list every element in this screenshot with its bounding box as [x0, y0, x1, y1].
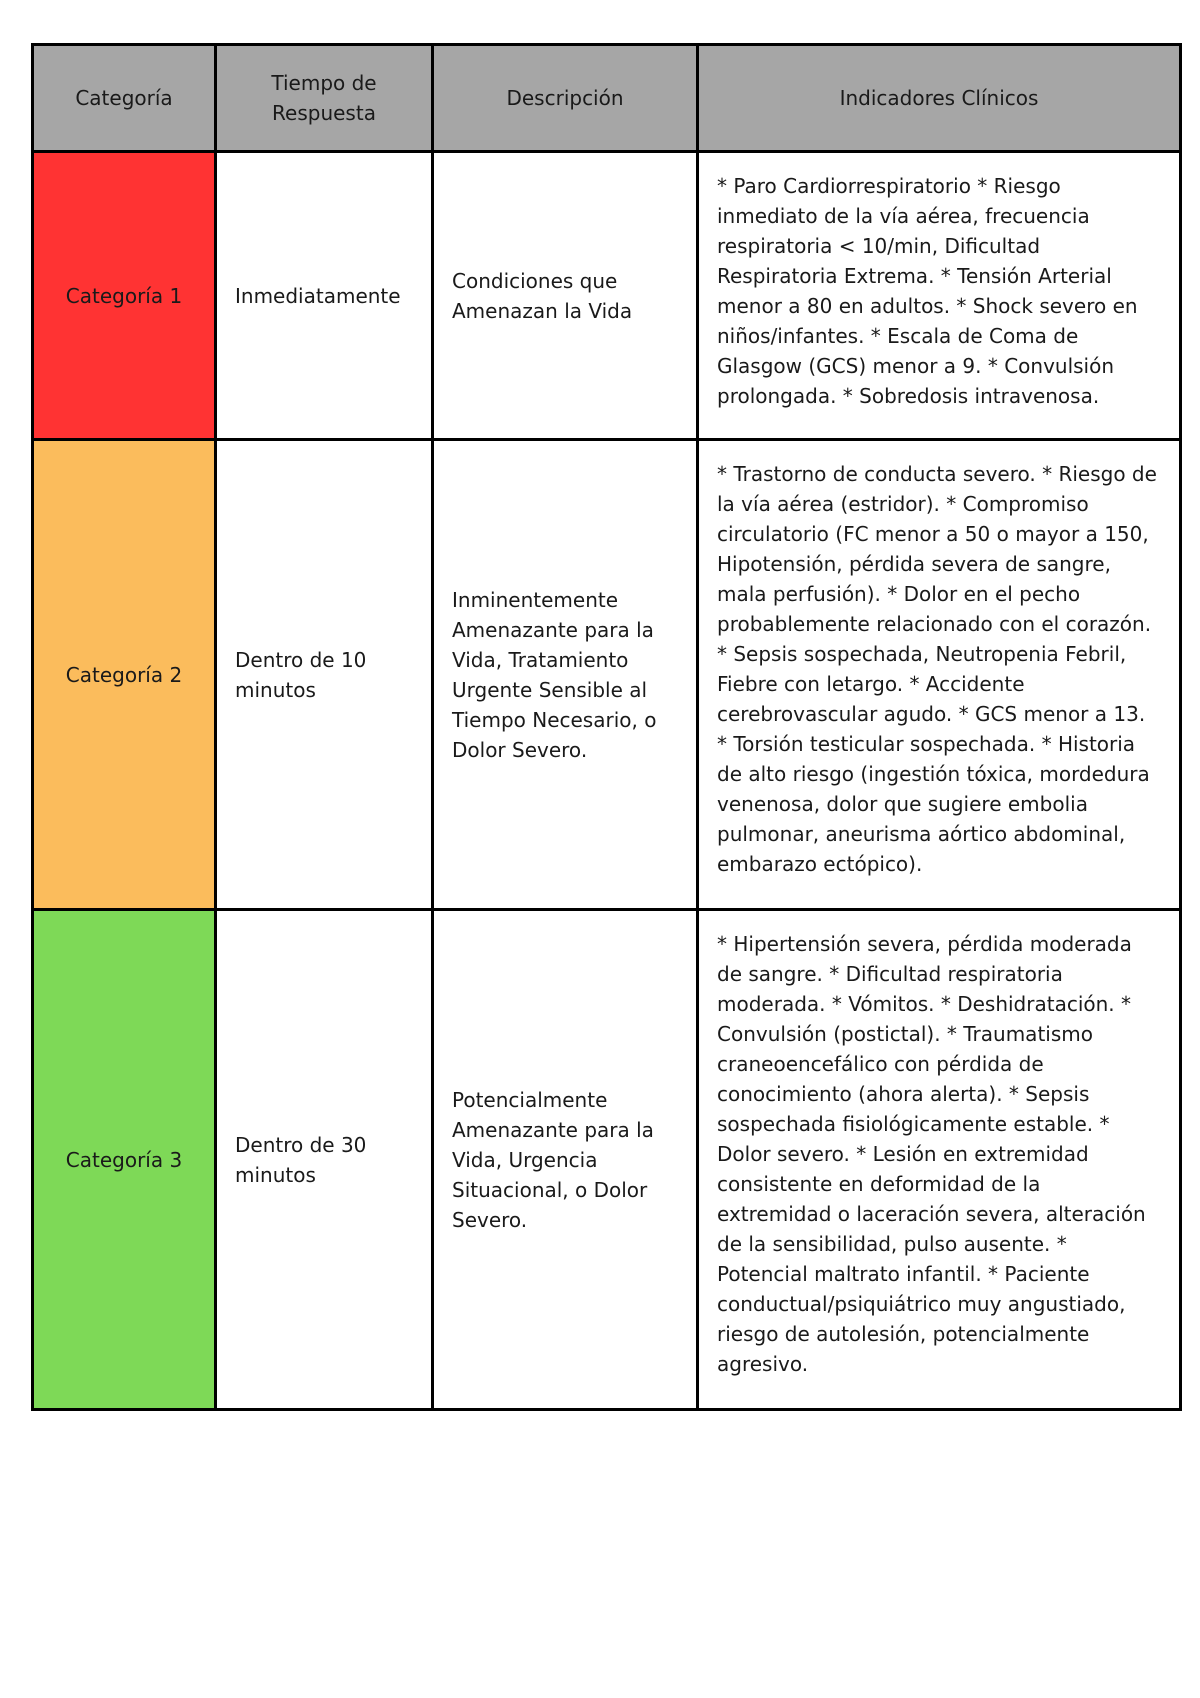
response-time-cell: Dentro de 10 minutos	[216, 440, 433, 910]
header-description: Descripción	[433, 45, 698, 152]
table-row	[33, 910, 1181, 1410]
category-cell: Categoría 2	[33, 440, 216, 910]
header-response-time: Tiempo de Respuesta	[216, 45, 433, 152]
indicators-cell: * Paro Cardiorrespiratorio * Riesgo inmediato de la vía aérea, frecuencia respiratoria < 10/min, Dificultad Respiratoria Extrema. * Tensión Arterial menor a 80 en adultos. * Shock severo en niños/infantes. * Escala de Coma de Glasgow (GCS) menor a 9. * Convulsión prolongada. * Sobredosis intravenosa.	[698, 152, 1181, 440]
category-cell: Categoría 1	[33, 152, 216, 440]
description-cell: Potencialmente Amenazante para la Vida, Urgencia Situacional, o Dolor Severo.	[433, 910, 698, 1410]
response-time-cell: Dentro de 30 minutos	[216, 910, 433, 1410]
description-cell: Condiciones que Amenazan la Vida	[433, 152, 698, 440]
indicators-cell: * Trastorno de conducta severo. * Riesgo de la vía aérea (estridor). * Compromiso circulatorio (FC menor a 50 o mayor a 150, Hipotensión, pérdida severa de sangre, mala perfusión). * Dolor en el pecho probablemente relacionado con el corazón. * Sepsis sospechada, Neutropenia Febril, Fiebre con letargo. * Accidente cerebrovascular agudo. * GCS menor a 13. * Torsión testicular sospechada. * Historia de alto riesgo (ingestión tóxica, mordedura venenosa, dolor que sugiere embolia pulmonar, aneurisma aórtico abdominal, embarazo ectópico).	[698, 440, 1181, 910]
indicators-cell: * Hipertensión severa, pérdida moderada de sangre. * Dificultad respiratoria moderada. * Vómitos. * Deshidratación. * Convulsión (postictal). * Traumatismo craneoencefálico con pérdida de conocimiento (ahora alerta). * Sepsis sospechada fisiológicamente estable. * Dolor severo. * Lesión en extremidad consistente en deformidad de la extremidad o laceración severa, alteración de la sensibilidad, pulso ausente. * Potencial maltrato infantil. * Paciente conductual/psiquiátrico muy angustiado, riesgo de autolesión, potencialmente agresivo.	[698, 910, 1181, 1410]
header-row	[33, 45, 1181, 152]
table-row	[33, 440, 1181, 910]
table-row	[33, 152, 1181, 440]
category-cell: Categoría 3	[33, 910, 216, 1410]
triage-table	[31, 43, 1182, 1411]
header-indicators: Indicadores Clínicos	[698, 45, 1181, 152]
header-category: Categoría	[33, 45, 216, 152]
description-cell: Inminentemente Amenazante para la Vida, Tratamiento Urgente Sensible al Tiempo Necesario, o Dolor Severo.	[433, 440, 698, 910]
response-time-cell: Inmediatamente	[216, 152, 433, 440]
